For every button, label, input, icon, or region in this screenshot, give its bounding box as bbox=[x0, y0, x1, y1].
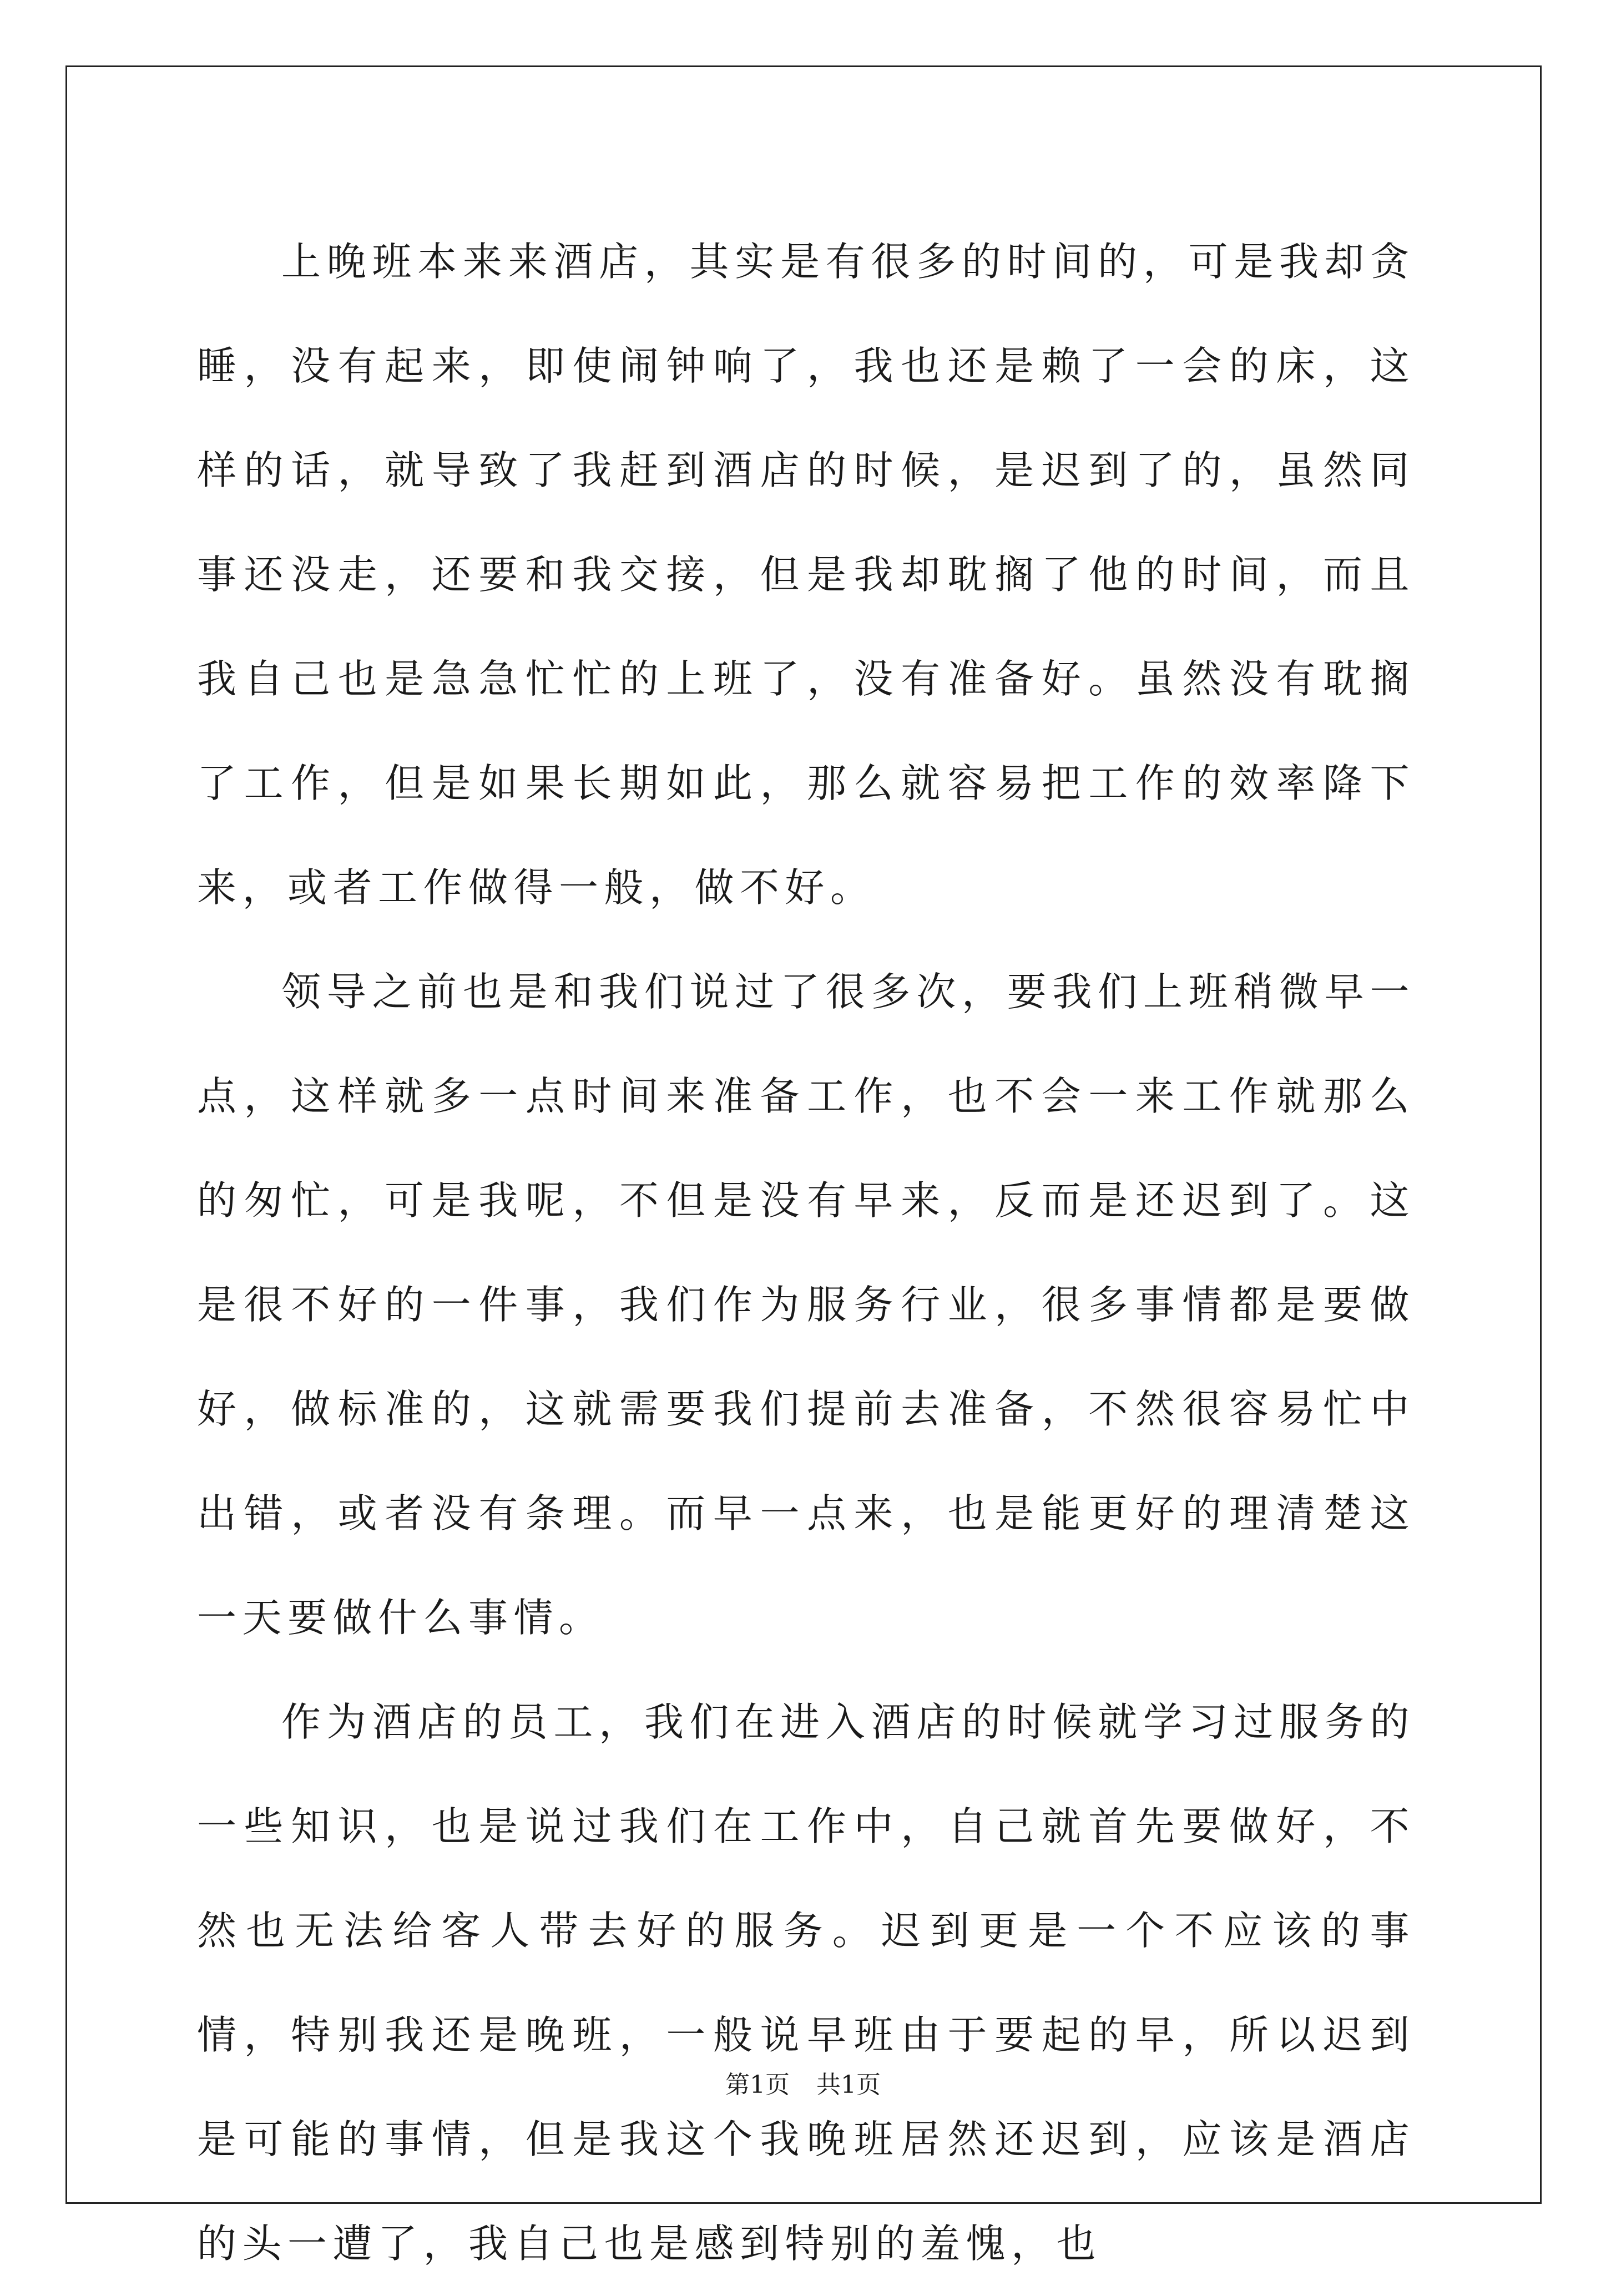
paragraph-2: 领导之前也是和我们说过了很多次，要我们上班稍微早一点，这样就多一点时间来准备工作，也不会一来工作就那么的匆忙，可是我呢，不但是没有早来，反而是还迟到了。这是很不好的一件事，我们作为服务行业，很多事情都是要做好，做标准的，这就需要我们提前去准备，不然很容易忙中出错，或者没有条理。而早一点来，也是能更好的理清楚这一天要做什么事情。 bbox=[197, 969, 1415, 1641]
page-number: 第1页 bbox=[725, 2071, 790, 2099]
total-pages: 共1页 bbox=[816, 2071, 881, 2099]
paragraph-1: 上晚班本来来酒店，其实是有很多的时间的，可是我却贪睡，没有起来，即使闹钟响了，我也还是赖了一会的床，这样的话，就导致了我赶到酒店的时候，是迟到了的，虽然同事还没走，还要和我交接，但是我却耽搁了他的时间，而且我自己也是急急忙忙的上班了，没有准备好。虽然没有耽搁了工作，但是如果长期如此，那么就容易把工作的效率降下来，或者工作做得一般，做不好。 bbox=[197, 239, 1415, 911]
paragraph-3: 作为酒店的员工，我们在进入酒店的时候就学习过服务的一些知识，也是说过我们在工作中，自己就首先要做好，不然也无法给客人带去好的服务。迟到更是一个不应该的事情，特别我还是晚班，一般说早班由于要起的早，所以迟到是可能的事情，但是我这个我晚班居然还迟到，应该是酒店的头一遭了，我自己也是感到特别的羞愧，也 bbox=[197, 1699, 1415, 2267]
page-footer bbox=[0, 2069, 1606, 2102]
document-body bbox=[197, 210, 1415, 2296]
